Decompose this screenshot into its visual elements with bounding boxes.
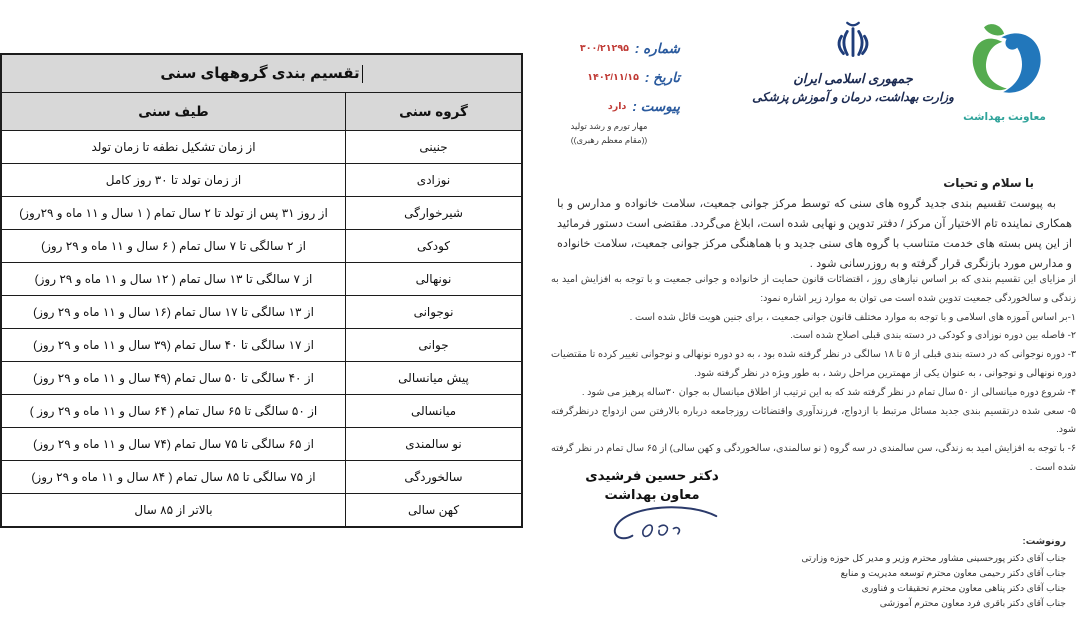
field-value: ۳۰۰/۲۱۲۹۵	[579, 43, 629, 54]
age-group-cell: میانسالی	[345, 395, 521, 427]
cc-section	[801, 534, 1066, 611]
age-range-cell: از ۷۵ سالگی تا ۸۵ سال تمام ( ۸۴ سال و ۱۱ ماه و ۲۹ روز)	[31, 470, 316, 484]
age-range-cell: از زمان تولد تا ۳۰ روز کامل	[105, 173, 242, 187]
advantage-item: ۵- سعی شده درتقسیم بندی جدید مسائل مرتبط با ازدواج، فرزندآوری واقتضائات روزجامعه درباره بالارفتن سن ازدواج درنظرگرفته شود.	[551, 405, 1076, 436]
age-group-cell: نو سالمندی	[345, 428, 521, 460]
apple-health-logo-icon	[963, 20, 1047, 104]
signature-block	[567, 466, 737, 550]
table-header-row	[2, 92, 521, 130]
advantages-intro: از مزایای این تقسیم بندی که بر اساس نیازهای روز ، اقتضائات قانون حمایت از خانواده و جوانی جمعیت و با توجه به افزایش امید به زندگی و سالخوردگی جمعیت تدوین شده است می توان به موارد زیر اشاره نمود:	[551, 274, 1076, 304]
signer-name: دکتر حسین فرشیدی	[585, 468, 719, 483]
table-title-text: تقسیم بندی گروههای سنی	[160, 65, 360, 82]
age-range-cell: از ۶۵ سالگی تا ۷۵ سال تمام (۷۴ سال و ۱۱ ماه و ۲۹ روز)	[33, 437, 314, 451]
year-slogan	[550, 119, 668, 147]
letterhead-fields	[548, 34, 680, 121]
advantages-list	[551, 309, 1076, 478]
age-group-cell: سالخوردگی	[345, 461, 521, 493]
ministry-header	[738, 20, 968, 104]
age-range-cell: از ۵۰ سالگی تا ۶۵ سال تمام ( ۶۴ سال و ۱۱ ماه و ۲۹ روز )	[29, 404, 318, 418]
advantage-item: ۱-بر اساس آموزه های اسلامی و با توجه به موارد مختلف قانون جوانی جمعیت ، برای جنین هویت قائل شده است .	[629, 311, 1076, 323]
ministry-name: وزارت بهداشت، درمان و آموزش پزشکی	[752, 90, 954, 104]
age-group-cell: کهن سالی	[345, 494, 521, 526]
age-classification-table	[0, 53, 523, 528]
age-range-cell: از ۷ سالگی تا ۱۳ سال تمام ( ۱۲ سال و ۱۱ ماه و ۲۹ روز)	[34, 272, 313, 286]
signer-title: معاون بهداشت	[604, 487, 700, 502]
cc-list	[801, 551, 1066, 611]
age-range-cell: از زمان تشکیل نطفه تا زمان تولد	[91, 140, 256, 154]
age-range-cell: از ۴۰ سالگی تا ۵۰ سال تمام (۴۹ سال و ۱۱ ماه و ۲۹ روز)	[33, 371, 314, 385]
table-row	[2, 163, 521, 196]
table-row	[2, 130, 521, 163]
field-value: ۱۴۰۲/۱۱/۱۵	[587, 72, 639, 83]
cc-item: جناب آقای دکتر پورحسینی مشاور محترم وزیر و مدیر کل حوزه وزارتی	[801, 553, 1066, 563]
table-row	[2, 262, 521, 295]
table-row	[2, 427, 521, 460]
letterhead-field-row	[548, 34, 680, 63]
table-row	[2, 394, 521, 427]
advantage-item: ۶- با توجه به افزایش امید به زندگی، سن سالمندی در سه گروه ( نو سالمندی، سالخوردگی و کهن سالی) از ۶۵ سال تمام در نظر گرفته شده است .	[551, 443, 1076, 473]
table-row	[2, 328, 521, 361]
advantage-item: ۳- دوره نوجوانی که در دسته بندی قبلی از ۵ تا ۱۸ سالگی در نظر گرفته شده بود ، به دو دوره نونهالی و نوجوانی تغییر کرده تا مقتضیات دوره نونهالی و نوجوانی ، به عنوان یکی از مهمترین مراحل رشد ، به طور ویژه در نظر گرفته شود.	[551, 349, 1076, 379]
letterhead-field-row	[548, 63, 680, 92]
cc-heading: رونوشت:	[1022, 536, 1066, 547]
age-group-cell: نوجوانی	[345, 296, 521, 328]
age-range-cell: از ۱۷ سالگی تا ۴۰ سال تمام (۳۹ سال و ۱۱ ماه و ۲۹ روز)	[33, 338, 314, 352]
health-deputy-logo	[947, 20, 1062, 123]
age-range-cell: بالاتر از ۸۵ سال	[134, 503, 213, 517]
letterhead-field-row	[548, 92, 680, 121]
greeting: با سلام و تحیات	[943, 176, 1034, 190]
age-range-cell: از روز ۳۱ پس از تولد تا ۲ سال تمام ( ۱ سال و ۱۱ ماه و ۲۹روز)	[19, 206, 328, 220]
field-value: دارد	[607, 101, 627, 112]
advantage-item: ۲- فاصله بین دوره نوزادی و کودکی در دسته بندی قبلی اصلاح شده است.	[790, 330, 1076, 342]
table-title	[2, 55, 521, 92]
age-group-cell: جنینی	[345, 131, 521, 163]
letter-body-paragraph: به پیوست تقسیم بندی جدید گروه های سنی که توسط مرکز جوانی جمعیت، سلامت خانواده و مدارس و با همکاری نماینده تام الاختیار آن مرکز / دفتر تدوین و نهایی شده است، ابلاغ می‌گردد. مقتضی است دستور فرمائید از این پس بسته های خدمت متناسب با گروه های سنی جدید و با هماهنگی مرکز جوانی جمعیت، سلامت خانواده و مدارس مورد بازنگری قرار گرفته و به روزرسانی شود .	[557, 198, 1072, 270]
field-label: شماره :	[634, 40, 680, 56]
table-row	[2, 229, 521, 262]
cc-item: جناب آقای دکتر پناهی معاون محترم تحقیقات و فناوری	[861, 583, 1066, 593]
column-header-age-range: طیف سنی	[138, 103, 209, 119]
age-group-cell: نونهالی	[345, 263, 521, 295]
advantage-item: ۴- شروع دوره میانسالی از ۵۰ سال تمام در نظر گرفته شد که به این ترتیب از اطلاق میانسال به جوان ۳۰ساله پرهیز می شود .	[581, 386, 1076, 398]
iran-emblem-icon	[833, 20, 873, 66]
column-header-age-group: گروه سنی	[345, 93, 521, 130]
handwritten-signature	[577, 500, 727, 550]
official-letter	[545, 0, 1080, 623]
country-name: جمهوری اسلامی ایران	[793, 71, 913, 86]
age-group-cell: جوانی	[345, 329, 521, 361]
table-row	[2, 196, 521, 229]
table-row	[2, 493, 521, 526]
field-label: پیوست :	[632, 98, 680, 114]
slogan-line-2: ((مقام معظم رهبری))	[570, 135, 648, 145]
text-cursor	[362, 65, 363, 83]
age-group-cell: شیرخوارگی	[345, 197, 521, 229]
cc-item: جناب آقای دکتر رحیمی معاون محترم توسعه مدیریت و منابع	[840, 568, 1066, 578]
cc-item: جناب آقای دکتر باقری فرد معاون محترم آموزشی	[879, 598, 1066, 608]
table-row	[2, 295, 521, 328]
slogan-line-1: مهار تورم و رشد تولید	[570, 121, 648, 131]
age-group-cell: پیش میانسالی	[345, 362, 521, 394]
field-label: تاریخ :	[644, 69, 680, 85]
table-row	[2, 460, 521, 493]
table-row	[2, 361, 521, 394]
age-range-cell: از ۲ سالگی تا ۷ سال تمام ( ۶ سال و ۱۱ ماه و ۲۹ روز)	[41, 239, 306, 253]
age-range-cell: از ۱۳ سالگی تا ۱۷ سال تمام (۱۶ سال و ۱۱ ماه و ۲۹ روز)	[33, 305, 314, 319]
logo-caption: معاونت بهداشت	[963, 111, 1046, 123]
age-group-cell: کودکی	[345, 230, 521, 262]
table-body	[2, 130, 521, 526]
age-group-cell: نوزادی	[345, 164, 521, 196]
advantages-section	[551, 271, 1076, 478]
